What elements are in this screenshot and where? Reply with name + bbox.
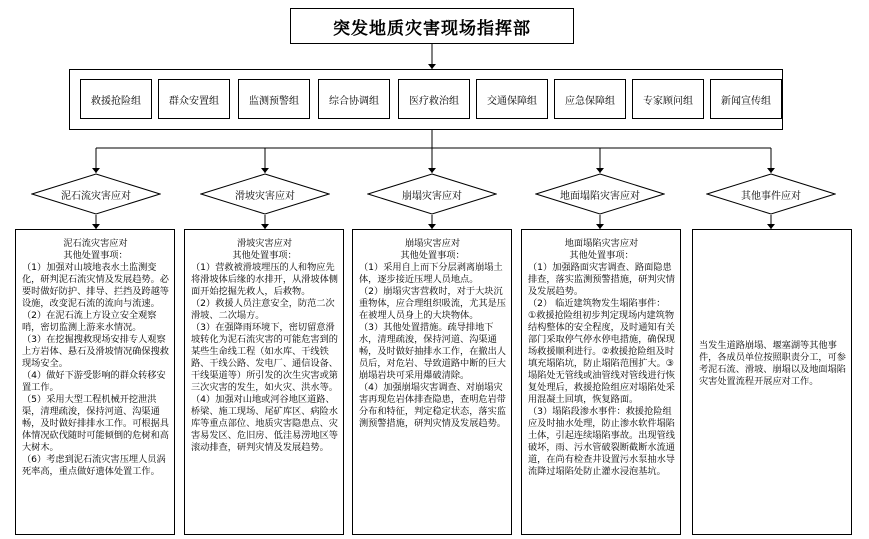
column-paragraph: （2）救援人员注意安全，防范二次滑坡、二次塌方。	[191, 298, 335, 321]
column-subheading: 其他处置事项：	[232, 250, 297, 261]
diamond-label: 崩塌灾害应对	[402, 190, 462, 202]
group-box: 医疗救治组	[398, 79, 470, 119]
column-paragraph: （5）采用大型工程机械开挖泄洪渠，清理疏浚，保持河道、沟渠通畅，及时做好排排水工作。可根据具体情况砍伐随时可能倾倒的危树和高大树木。	[22, 394, 169, 453]
diamond-label: 地面塌陷灾害应对	[560, 190, 640, 202]
group-box: 应急保障组	[554, 79, 626, 119]
column-paragraph: （3）在强降雨环境下，密切留意滑坡转化为泥石流灾害的可能危害到的某些生命线工程（如水库、干线铁路、干线公路、发电厂、通信设备、干线渠道等）所引发的次生灾害或第三次灾害的发生，如火灾、洪水等。	[191, 322, 338, 393]
column-paragraph: （1）采用自上而下分层剥离崩塌土体，逐步接近压埋人员地点。	[359, 262, 503, 285]
column-paragraph: （2）崩塌灾害营救时，对于大块沉重物体，应合理组织吸流，尤其是压在被埋人员身上的大块物体。	[359, 286, 506, 321]
response-column	[184, 229, 344, 535]
decision-diamond	[367, 173, 497, 215]
column-paragraph: （3）其他处置措施。疏导排地下水，清理疏浚，保持河道、沟渠通畅，及时做好抽排水工作，在撤出人员后，对危岩、导致道路中断的巨大崩塌岩块可采用爆破清除。	[359, 322, 506, 381]
column-paragraph: （4）加强对山地或河谷地区道路、桥梁、施工现场、尾矿库区、病险水库等重点部位、地质灾害隐患点、灾害易发区、危旧房、低洼易涝地区等滚动排查，研判灾情及发展趋势。	[191, 394, 338, 453]
decision-diamond	[31, 173, 161, 215]
group-box: 专家顾问组	[632, 79, 704, 119]
column-heading: 滑坡灾害应对	[236, 238, 293, 249]
group-box: 救援抢险组	[80, 79, 152, 119]
decision-diamond	[535, 173, 665, 215]
column-paragraph: （2）在泥石流上方设立安全观察哨，密切监测上游来水情况。	[22, 310, 157, 333]
column-subheading: 其他处置事项：	[569, 250, 634, 261]
group-box: 新闻宣传组	[710, 79, 782, 119]
column-paragraph: （3）塌陷段渗水事件：救援抢险组应及时抽水处理，防止渗水软件塌陷土体，引起连续塌陷事故。出现管线破坏，雨、污水管破裂断截断水流通道，在尚有检查井设置污水泵抽水导流降过塌陷处防止灌水浸泡基坑。	[528, 406, 675, 477]
column-heading: 地面塌陷灾害应对	[564, 238, 639, 249]
decision-diamond	[706, 173, 836, 215]
column-paragraph: （1）加强对山坡地表水土监测变化，研判泥石流灾情及发展趋势。必要时做好防护、排导、拦挡及跨越等设施，改变泥石流的流向与流速。	[22, 262, 169, 309]
diamond-label: 泥石流灾害应对	[61, 190, 131, 202]
column-paragraph: （6）考虑到泥石流灾害压埋人员涡死率高，重点做好遗体处置工作。	[22, 454, 166, 477]
command-title: 突发地质灾害现场指挥部	[290, 8, 574, 44]
column-subheading: 其他处置事项：	[63, 250, 128, 261]
group-box: 群众安置组	[158, 79, 230, 119]
column-paragraph: （1）加强路面灾害调查、路面隐患排查，落实监测预警措施，研判灾情及发展趋势。	[528, 262, 675, 297]
diamond-label: 其他事件应对	[741, 190, 801, 202]
group-box: 监测预警组	[238, 79, 310, 119]
column-paragraph: 当发生道路崩塌、堰塞湖等其他事件，各成员单位按照职责分工，可参考泥石流、滑坡、崩塌以及地面塌陷灾害处置流程开展应对工作。	[699, 340, 846, 387]
response-column	[15, 229, 175, 535]
group-box: 交通保障组	[476, 79, 548, 119]
group-box: 综合协调组	[318, 79, 390, 119]
column-paragraph: （1）营救被滑坡埋压的人和物应先将滑坡体后缘的水排开，从滑坡体侧面开始挖掘先救人，后救物。	[191, 262, 338, 297]
column-heading: 崩塌灾害应对	[404, 238, 461, 249]
response-column	[352, 229, 512, 535]
response-column	[521, 229, 681, 535]
column-subheading: 其他处置事项：	[400, 250, 465, 261]
column-heading: 泥石流灾害应对	[63, 238, 128, 249]
diamond-label: 滑坡灾害应对	[235, 190, 295, 202]
column-paragraph: （4）加强崩塌灾害调查、对崩塌灾害再现危岩体排查隐患，查明危岩带分布和特征，判定稳定状态，落实监测预警措施，研判灾情及发展趋势。	[359, 382, 506, 429]
response-column	[692, 229, 852, 535]
column-paragraph: （4）做好下游受影响的群众转移安置工作。	[22, 370, 166, 393]
column-paragraph: ①救援抢险组初步判定现场内建筑物结构整体的安全程度，及时通知有关部门采取停气停水停电措施，确保现场救援顺利进行。②救援抢险组及时填充塌陷坑，防止塌陷范围扩大。③塌陷处无管线或油管线对管线进行恢复处理后，救援抢险组应对塌陷处采用混凝土回填，恢复路面。	[528, 310, 675, 405]
column-paragraph: （3）在挖掘搜救现场安排专人观察上方岩体、悬石及滑坡情况确保搜救现场安全。	[22, 334, 169, 369]
decision-diamond	[200, 173, 330, 215]
column-paragraph: （2） 临近建筑物发生塌陷事件：	[528, 298, 666, 309]
